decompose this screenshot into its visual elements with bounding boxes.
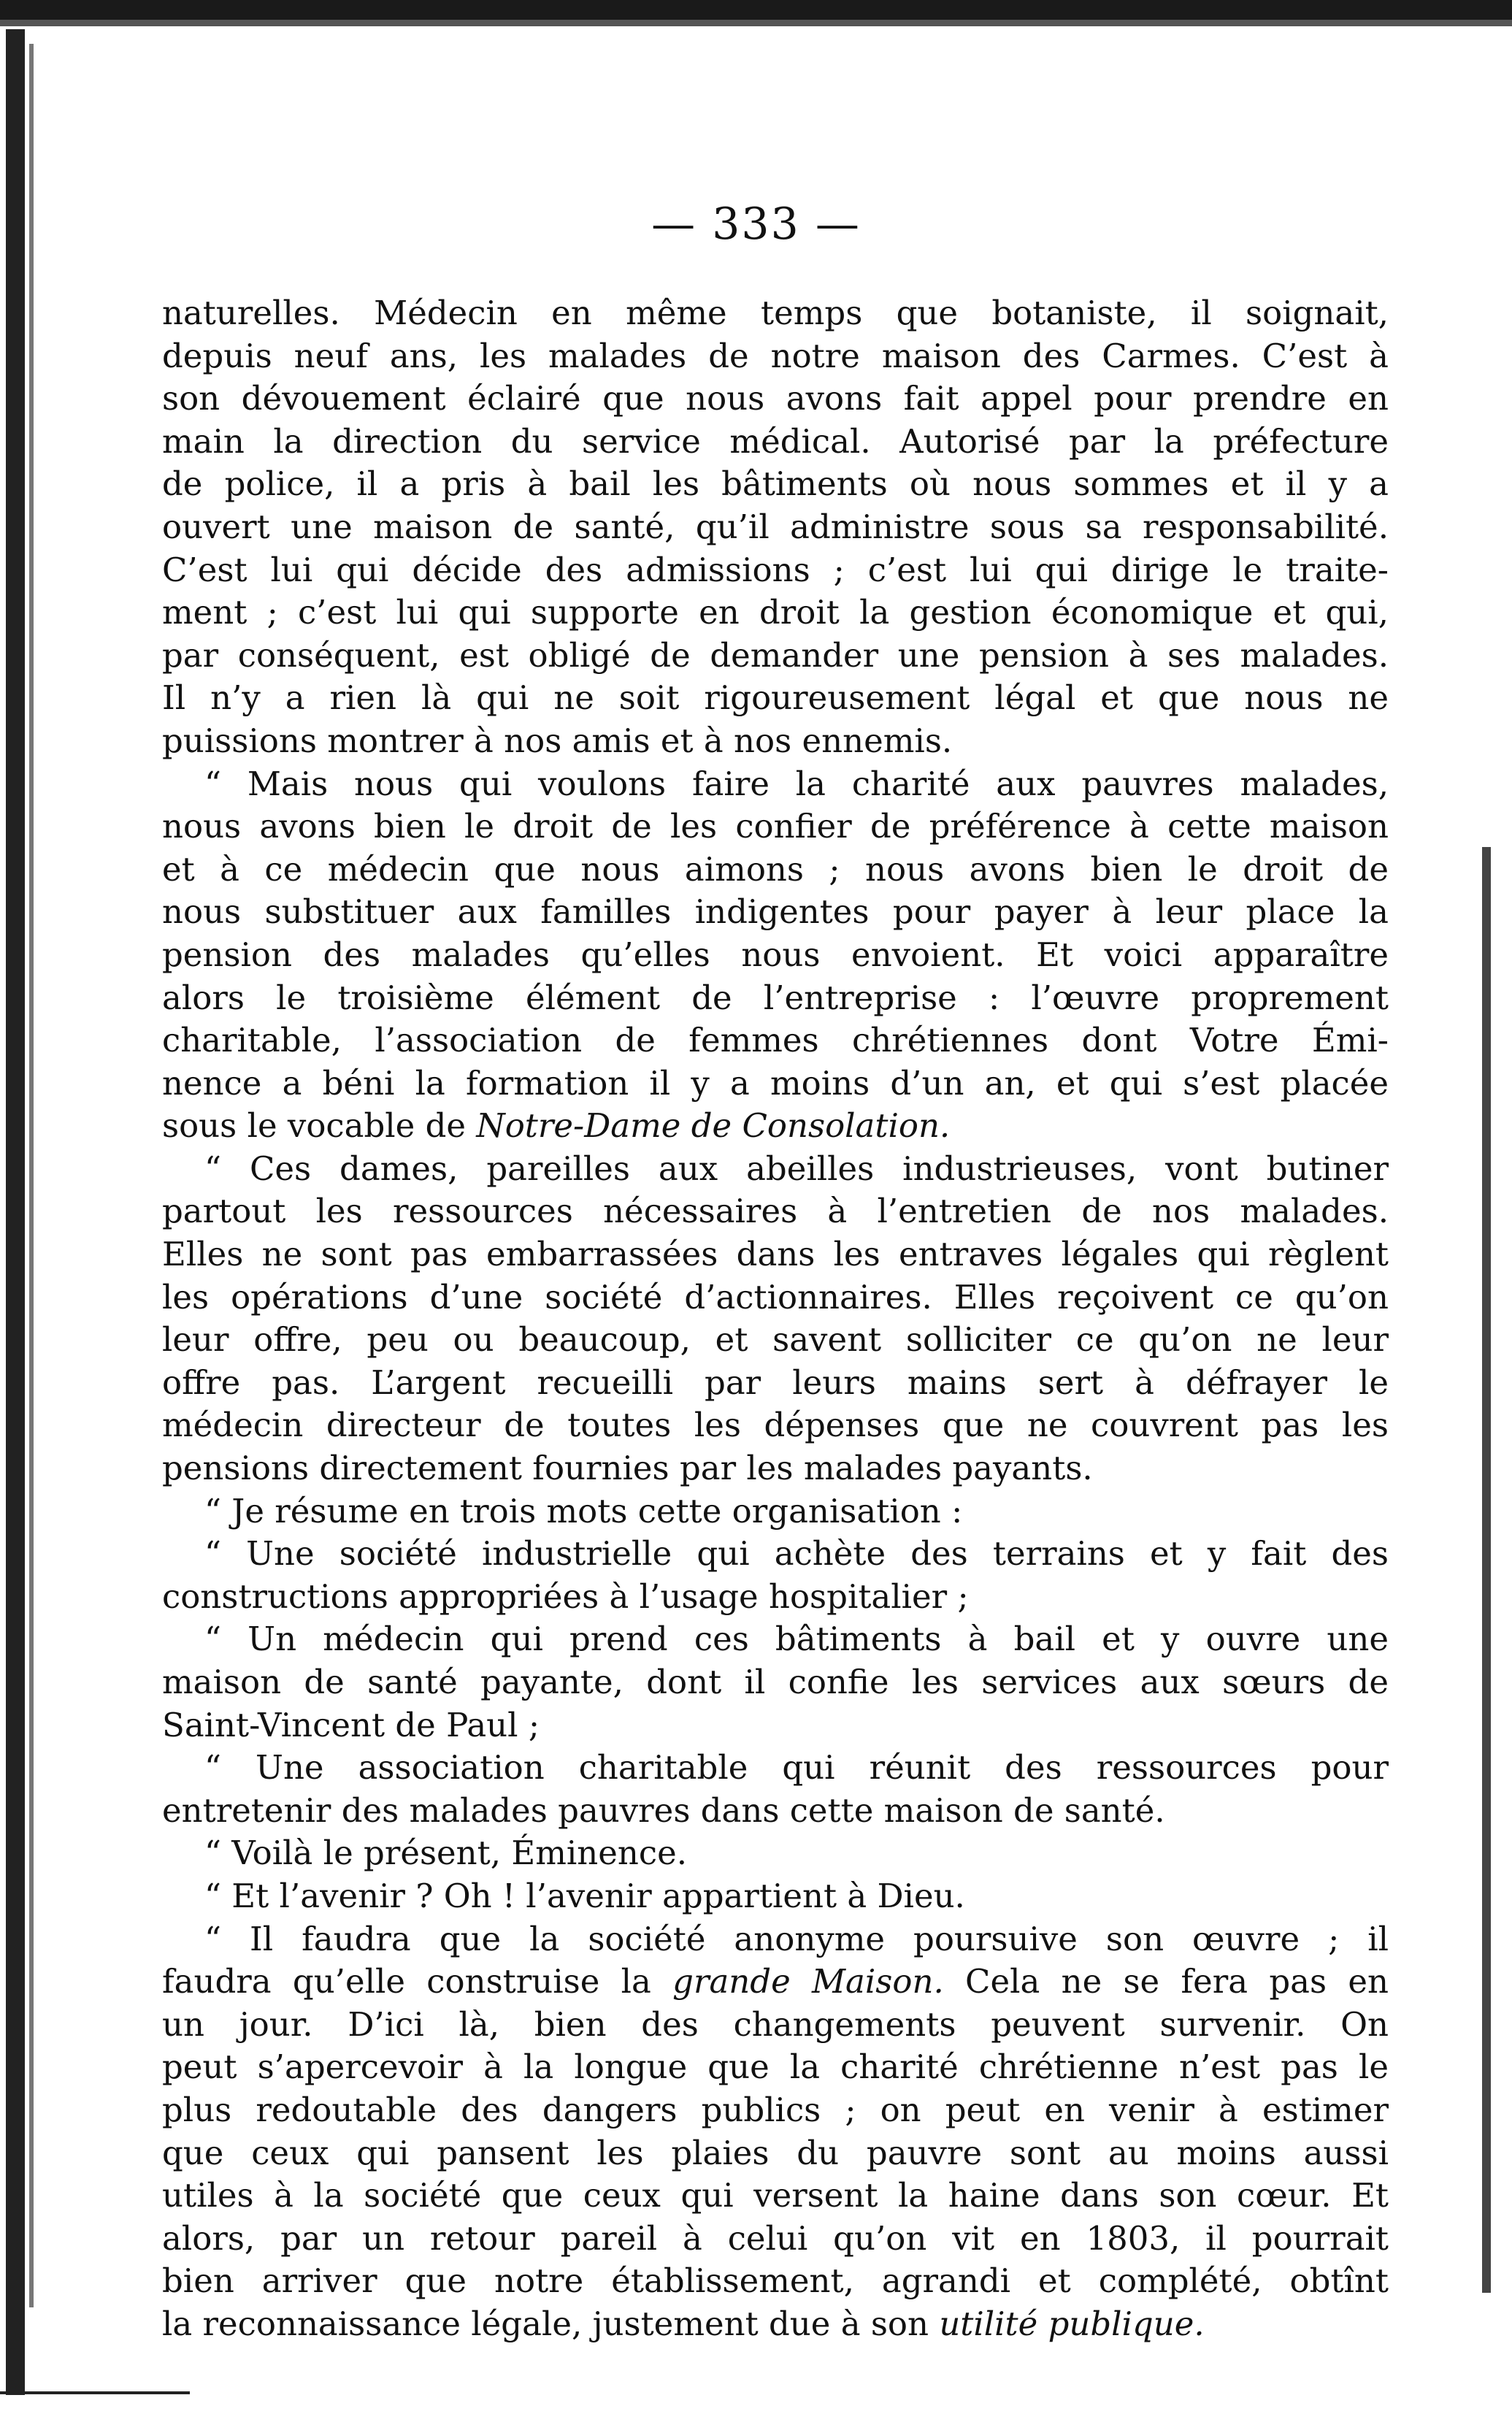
page-binding-shadow — [29, 44, 34, 2307]
text-line-content: offre pas. L’argent recueilli par leurs mains sert à défrayer le — [162, 1363, 1389, 1402]
text-line-content: la reconnaissance légale, justement due à son — [162, 2304, 940, 2343]
text-line — [162, 463, 1389, 506]
page-right-edge — [1482, 847, 1491, 2293]
text-line — [162, 1961, 1389, 2004]
text-line — [162, 1490, 1389, 1533]
text-line-content: de police, il a pris à bail les bâtiments où nous sommes et il y a — [162, 464, 1389, 504]
text-line — [162, 1832, 1389, 1875]
text-line-content: leur offre, peu ou beaucoup, et savent solliciter ce qu’on ne leur — [162, 1320, 1389, 1360]
text-line — [162, 378, 1389, 421]
text-line-content: Elles ne sont pas embarrassées dans les entraves légales qui règlent — [162, 1235, 1389, 1274]
text-line — [162, 1704, 1389, 1747]
body-text — [162, 292, 1389, 2346]
text-line — [162, 1105, 1389, 1148]
text-line-content: “ Il faudra que la société anonyme poursuive son œuvre ; il — [204, 1919, 1389, 1958]
text-line-content: Il n’y a rien là qui ne soit rigoureusement légal et que nous ne — [162, 678, 1389, 718]
text-line — [162, 1918, 1389, 1961]
text-line-content: puissions montrer à nos amis et à nos ennemis. — [162, 721, 953, 760]
text-line-content: “ Une association charitable qui réunit des ressources pour — [204, 1748, 1389, 1787]
text-line — [162, 2046, 1389, 2089]
text-line-content: C’est lui qui décide des admissions ; c’est lui qui dirige le traite- — [162, 550, 1389, 589]
text-line-content: main la direction du service médical. Autorisé par la préfecture — [162, 421, 1389, 461]
text-line-content: alors, par un retour pareil à celui qu’on vit en 1803, il pourrait — [162, 2218, 1389, 2258]
italic-phrase: Notre-Dame de Consolation. — [476, 1106, 951, 1146]
text-line-content: ment ; c’est lui qui supporte en droit la gestion économique et qui, — [162, 593, 1389, 632]
text-line-content: pensions directement fournies par les malades payants. — [162, 1449, 1093, 1488]
text-line-content: “ Ces dames, pareilles aux abeilles industrieuses, vont butiner — [204, 1149, 1389, 1188]
text-line-content: utiles à la société que ceux qui versent la haine dans son cœur. Et — [162, 2176, 1389, 2215]
text-line — [162, 2260, 1389, 2303]
text-line — [162, 2303, 1389, 2346]
text-line — [162, 1576, 1389, 1619]
text-line — [162, 335, 1389, 378]
italic-phrase: grande Maison. — [672, 1962, 944, 2001]
page-bottom-rule — [0, 2391, 190, 2394]
text-line-content: “ Une société industrielle qui achète des terrains et y fait des — [204, 1534, 1389, 1574]
text-line — [162, 1062, 1389, 1106]
text-line — [162, 591, 1389, 635]
text-line-content: sous le vocable de — [162, 1106, 477, 1146]
text-line-content: un jour. D’ici là, bien des changements peuvent survenir. On — [162, 2004, 1389, 2044]
text-line — [162, 1875, 1389, 1918]
text-line-tail: Cela ne se fera pas en — [943, 1962, 1389, 2001]
text-line — [162, 2218, 1389, 2261]
text-line-content: “ Voilà le présent, Éminence. — [204, 1834, 688, 1873]
text-line-content: par conséquent, est obligé de demander une pension à ses malades. — [162, 635, 1389, 675]
text-line — [162, 763, 1389, 806]
text-line — [162, 891, 1389, 934]
italic-phrase: utilité publique. — [939, 2304, 1205, 2343]
text-line — [162, 1319, 1389, 1362]
page-binding-edge — [6, 29, 25, 2395]
text-line-content: “ Je résume en trois mots cette organisation : — [204, 1491, 963, 1530]
text-line-content: “ Et l’avenir ? Oh ! l’avenir appartient à Dieu. — [204, 1876, 965, 1915]
text-line — [162, 1148, 1389, 1191]
text-line — [162, 848, 1389, 892]
text-line — [162, 1533, 1389, 1576]
text-line — [162, 1276, 1389, 1319]
text-line — [162, 1190, 1389, 1233]
text-line-content: partout les ressources nécessaires à l’entretien de nos malades. — [162, 1192, 1389, 1231]
text-line — [162, 1661, 1389, 1704]
text-line-content: pension des malades qu’elles nous envoient. Et voici apparaître — [162, 935, 1389, 974]
page-top-edge — [0, 0, 1512, 44]
text-line-content: nence a béni la formation il y a moins d’un an, et qui s’est placée — [162, 1063, 1389, 1103]
text-line-content: ouvert une maison de santé, qu’il administre sous sa responsabilité. — [162, 507, 1389, 546]
text-line-content: les opérations d’une société d’actionnaires. Elles reçoivent ce qu’on — [162, 1277, 1389, 1317]
text-line — [162, 1019, 1389, 1062]
text-line — [162, 1233, 1389, 1276]
text-line — [162, 934, 1389, 977]
text-line — [162, 1790, 1389, 1833]
text-line — [162, 506, 1389, 549]
text-line-content: charitable, l’association de femmes chrétiennes dont Votre Émi- — [162, 1021, 1389, 1060]
text-line-content: nous avons bien le droit de les confier de préférence à cette maison — [162, 807, 1389, 846]
text-line-content: faudra qu’elle construise la — [162, 1962, 673, 2001]
text-line-content: constructions appropriées à l’usage hospitalier ; — [162, 1576, 969, 1616]
text-line — [162, 977, 1389, 1020]
text-line-content: nous substituer aux familles indigentes pour payer à leur place la — [162, 892, 1389, 932]
text-line — [162, 549, 1389, 592]
text-line-content: naturelles. Médecin en même temps que botaniste, il soignait, — [162, 294, 1389, 332]
text-line — [162, 1618, 1389, 1661]
text-line — [162, 1404, 1389, 1447]
text-line — [162, 677, 1389, 720]
text-line-content: bien arriver que notre établissement, agrandi et complété, obtînt — [162, 2261, 1389, 2301]
text-line-content: depuis neuf ans, les malades de notre maison des Carmes. C’est à — [162, 336, 1389, 375]
text-line-content: que ceux qui pansent les plaies du pauvre sont au moins aussi — [162, 2133, 1389, 2172]
text-line-content: “ Mais nous qui voulons faire la charité aux pauvres malades, — [204, 764, 1389, 803]
text-line-content: peut s’apercevoir à la longue que la charité chrétienne n’est pas le — [162, 2047, 1389, 2087]
text-line — [162, 2089, 1389, 2132]
text-line-content: médecin directeur de toutes les dépenses que ne couvrent pas les — [162, 1406, 1389, 1445]
text-line-content: plus redoutable des dangers publics ; on peut en venir à estimer — [162, 2090, 1389, 2129]
text-line — [162, 1747, 1389, 1790]
text-line — [162, 292, 1389, 335]
text-line-content: Saint-Vincent de Paul ; — [162, 1705, 540, 1744]
text-line-content: alors le troisième élément de l’entreprise : l’œuvre proprement — [162, 978, 1389, 1017]
text-line-content: “ Un médecin qui prend ces bâtiments à bail et y ouvre une — [204, 1620, 1389, 1659]
text-line — [162, 805, 1389, 848]
page-number: — 333 — — [651, 199, 861, 250]
text-line — [162, 2174, 1389, 2218]
text-line — [162, 1362, 1389, 1405]
text-line — [162, 2004, 1389, 2047]
text-line — [162, 635, 1389, 678]
text-line-content: son dévouement éclairé que nous avons fait appel pour prendre en — [162, 379, 1389, 418]
text-line — [162, 2132, 1389, 2175]
text-line — [162, 720, 1389, 763]
text-line-content: et à ce médecin que nous aimons ; nous avons bien le droit de — [162, 849, 1389, 889]
text-line-content: entretenir des malades pauvres dans cette maison de santé. — [162, 1790, 1165, 1830]
text-line — [162, 1447, 1389, 1490]
text-line-content: maison de santé payante, dont il confie les services aux sœurs de — [162, 1663, 1389, 1701]
text-line — [162, 421, 1389, 464]
